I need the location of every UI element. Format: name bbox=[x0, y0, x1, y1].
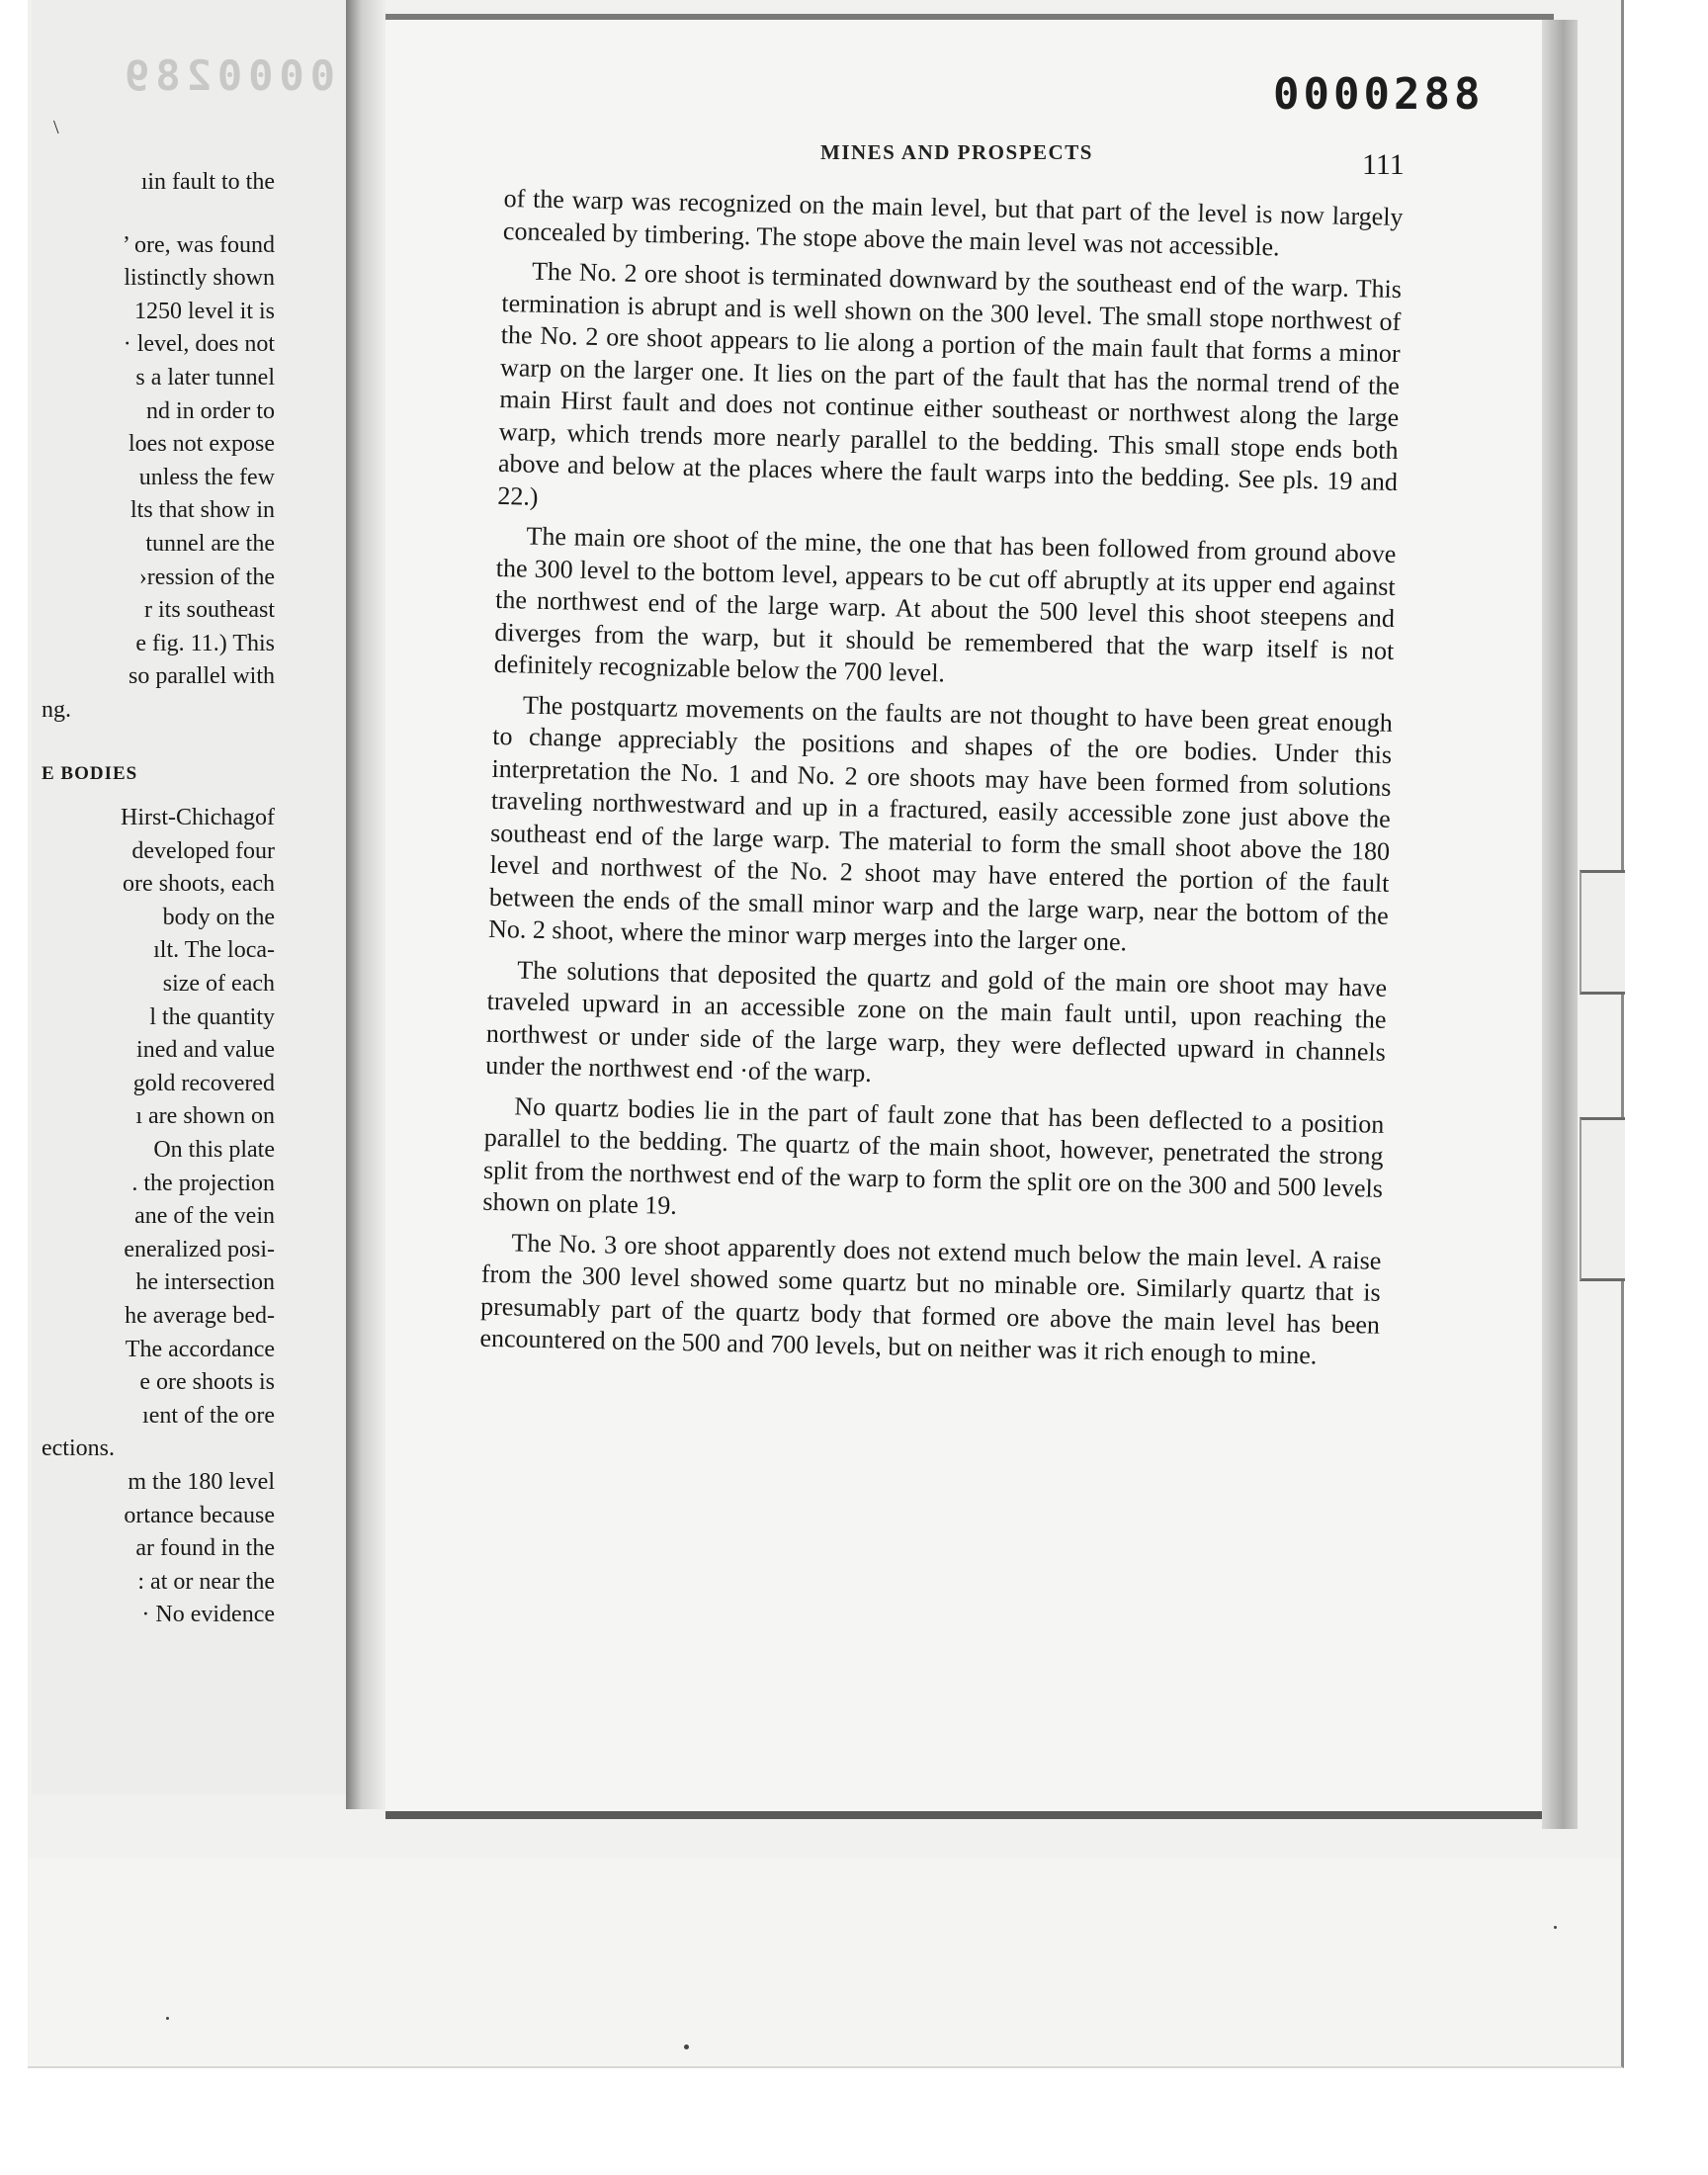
page-tab-lower bbox=[1580, 1117, 1625, 1281]
document-id-stamp: 0000288 bbox=[1273, 69, 1485, 120]
left-line: body on the bbox=[162, 904, 275, 930]
left-line: ıent of the ore bbox=[142, 1402, 275, 1429]
left-line: ane of the vein bbox=[134, 1203, 275, 1230]
left-line: : at or near the bbox=[137, 1568, 275, 1595]
left-page bbox=[32, 0, 352, 1794]
paragraph: of the warp was recognized on the main level, but that part of the level is now largely concealed by timbering. The stope above the main level was not accessible. bbox=[502, 183, 1404, 261]
paragraph: No quartz bodies lie in the part of fault zone that has been deflected to a position parallel to the bedding. The quartz of the main shoot, however, penetrated the strong split from the northwest end of the warp to form the split ore on the 300 and 500 levels shown on plate 19. bbox=[482, 1090, 1385, 1220]
left-line: 1250 level it is bbox=[134, 298, 275, 324]
left-line: On this plate bbox=[153, 1137, 275, 1164]
scan-speck bbox=[684, 2044, 689, 2049]
paragraph-gap bbox=[42, 790, 275, 802]
scan-speck bbox=[166, 2017, 169, 2020]
page-body bbox=[479, 183, 1404, 1381]
left-line: eneralized posi- bbox=[124, 1236, 275, 1262]
section-heading: E BODIES bbox=[42, 762, 138, 784]
paragraph: The solutions that deposited the quartz and gold of the main ore shoot may have traveled upward in an accessible zone on the main fault until, upon reaching the northwest or under side of the large warp, they were deflected upward in channels under the northwest end ·of the warp. bbox=[485, 954, 1388, 1088]
left-line: so parallel with bbox=[128, 663, 275, 690]
sheet-lower-margin bbox=[28, 1859, 1621, 2066]
left-page-text bbox=[42, 166, 275, 1632]
left-line: listinctly shown bbox=[124, 265, 275, 292]
left-line: l the quantity bbox=[149, 1003, 275, 1030]
left-line: · No evidence bbox=[141, 1602, 275, 1628]
left-line: e ore shoots is bbox=[139, 1369, 275, 1396]
left-line: ›ression of the bbox=[138, 564, 275, 590]
left-line: size of each bbox=[162, 971, 275, 998]
left-line: loes not expose bbox=[128, 431, 275, 458]
left-line: ’ ore, was found bbox=[122, 231, 275, 258]
left-line: Hirst-Chichagof bbox=[121, 805, 275, 831]
left-line: ıin fault to the bbox=[140, 169, 275, 195]
ghost-document-id: 0000289 bbox=[119, 51, 336, 100]
left-line: unless the few bbox=[138, 464, 275, 490]
left-line: ılt. The loca- bbox=[153, 937, 275, 964]
page-number: 111 bbox=[1362, 148, 1405, 181]
left-line: ined and value bbox=[136, 1037, 275, 1064]
left-line: e fig. 11.) This bbox=[135, 630, 275, 656]
margin-mark: \ bbox=[53, 117, 59, 138]
page-tab-upper bbox=[1580, 870, 1625, 995]
left-line: he intersection bbox=[135, 1269, 275, 1296]
left-line: . the projection bbox=[131, 1170, 275, 1196]
running-head: MINES AND PROSPECTS bbox=[820, 140, 1093, 164]
left-line: he average bed- bbox=[125, 1303, 275, 1329]
left-line: nd in order to bbox=[146, 397, 275, 424]
left-line: lts that show in bbox=[129, 497, 275, 524]
left-line: ı are shown on bbox=[135, 1103, 275, 1130]
left-line: tunnel are the bbox=[145, 530, 275, 557]
left-line: · level, does not bbox=[123, 331, 275, 358]
scan-speck bbox=[1554, 1926, 1557, 1929]
paragraph: The No. 3 ore shoot apparently does not extend much below the main level. A raise from the 300 level showed some quartz but no minable ore. Similarly quartz that is presumably part of the quartz body that formed ore above the main level has been encountered on the 500 and 700 levels, but on neither was it rich enough to mine. bbox=[479, 1227, 1382, 1370]
left-line: ore shoots, each bbox=[123, 871, 275, 898]
left-line: ections. bbox=[42, 1436, 115, 1462]
paragraph: The postquartz movements on the faults are not thought to have been great enough to change appreciably the positions and shapes of the ore bodies. Under this interpretation the No. 1 and No. 2 ore shoots may have been formed from solutions traveling northwestward and up in a fractured, easily accessible zone just above the southeast end of the large warp. The material to form the small shoot above the 180 level and northwest of the No. 2 shoot may have entered the portion of the fault between the ends of the small minor warp and the large warp, near the bottom of the No. 2 shoot, where the minor warp merges into the larger one. bbox=[487, 690, 1394, 957]
paragraph-gap bbox=[42, 728, 275, 757]
left-line: ortance because bbox=[124, 1502, 275, 1528]
page-edge-shadow bbox=[1542, 20, 1578, 1829]
left-line: s a later tunnel bbox=[135, 364, 275, 391]
paragraph-gap bbox=[42, 200, 275, 229]
left-line: r its southeast bbox=[144, 597, 275, 624]
book-gutter-shadow bbox=[346, 0, 385, 1809]
paragraph: The No. 2 ore shoot is terminated downward by the southeast end of the warp. This termination is abrupt and is well shown on the 300 level. The small stope northwest of the No. 2 ore shoot appears to lie along a portion of the main fault that forms a minor warp on the larger one. It lies on the part of the fault that has the normal trend of the main Hirst fault and does not continue either southeast or northwest along the large warp, which trends more nearly parallel to the bedding. This small stope ends both above and below at the places where the fault warps into the bedding. See pls. 19 and 22.) bbox=[497, 256, 1403, 511]
left-line: ng. bbox=[42, 696, 71, 723]
paragraph: The main ore shoot of the mine, the one that has been followed from ground above the 300 level to the bottom level, appears to be cut off abruptly at its upper end against the northwest end of the large warp. At about the 500 level this shoot steepens and diverges from the warp, but it should be remembered that the warp itself is not definitely recognizable below the 700 level. bbox=[493, 521, 1397, 688]
left-line: m the 180 level bbox=[128, 1468, 275, 1495]
left-line: The accordance bbox=[125, 1336, 275, 1362]
left-line: developed four bbox=[131, 837, 275, 864]
left-line: ar found in the bbox=[135, 1535, 275, 1562]
left-line: gold recovered bbox=[132, 1070, 275, 1096]
